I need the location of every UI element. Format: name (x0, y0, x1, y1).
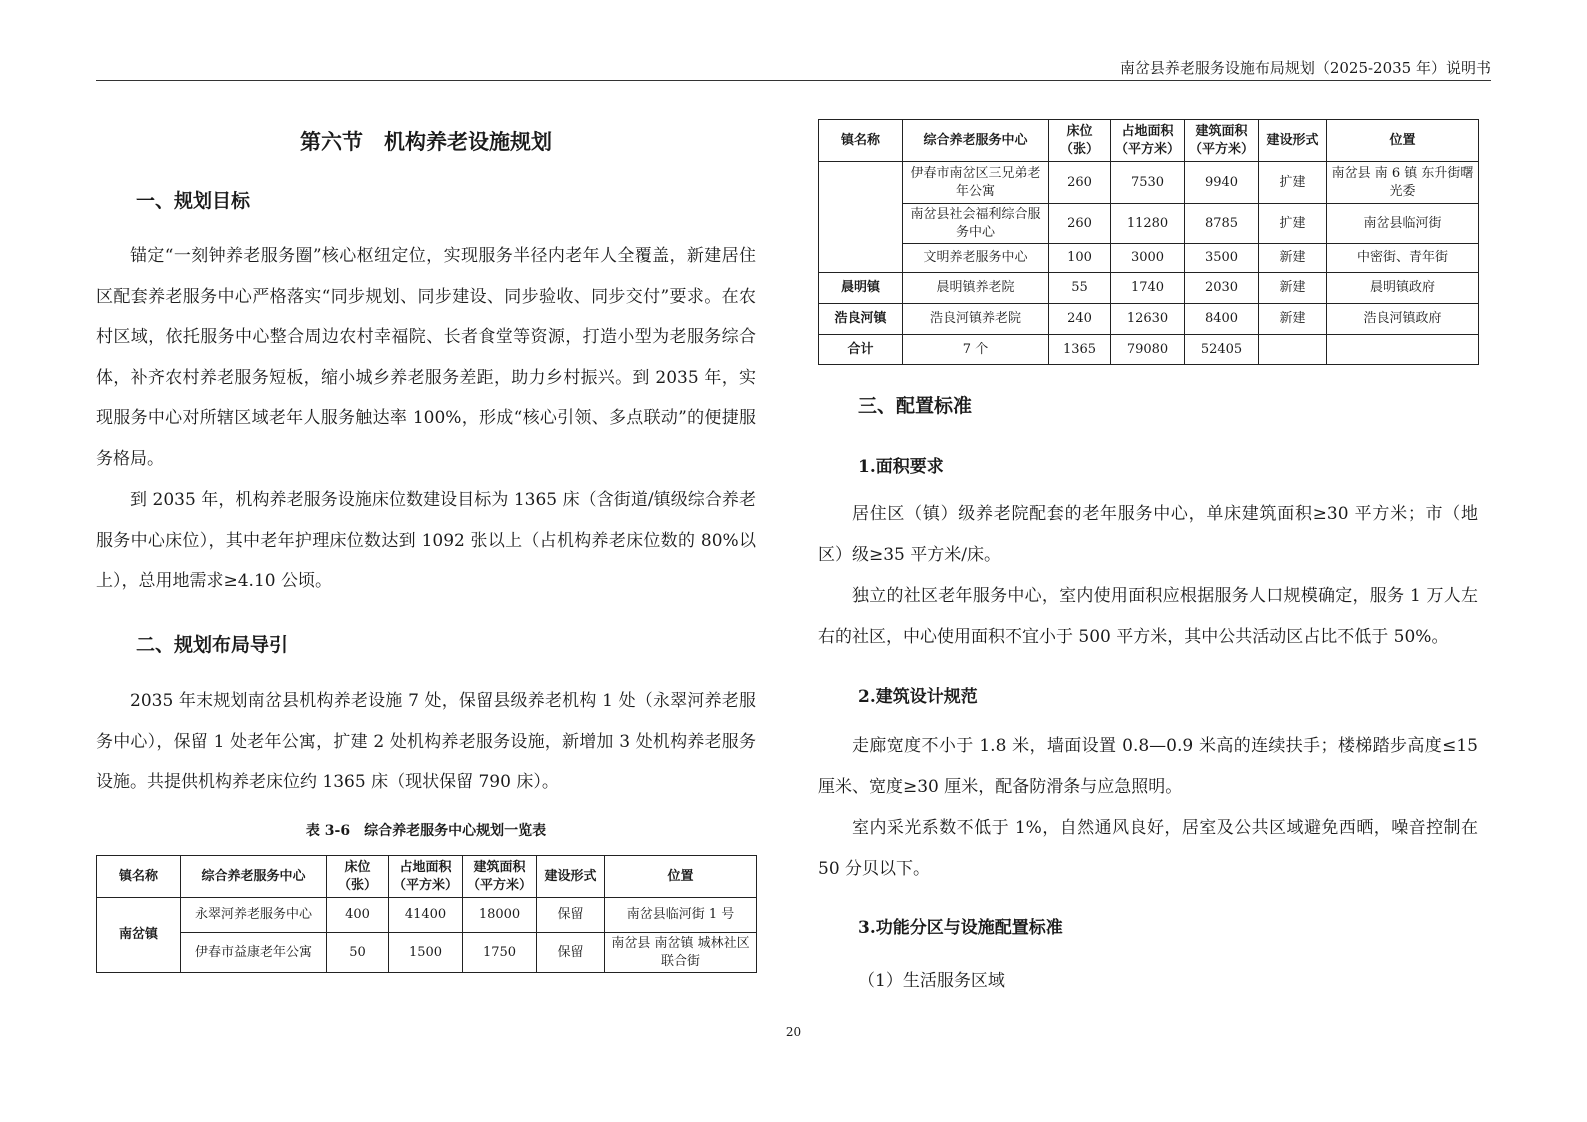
beds-cell: 260 (1049, 204, 1111, 244)
floor-cell: 3500 (1185, 244, 1259, 273)
table-row (97, 933, 757, 973)
header-floor-area: 建筑面积（平方米） (463, 856, 537, 898)
land-cell: 1740 (1111, 273, 1185, 304)
type-cell: 新建 (1259, 244, 1327, 273)
total-label-cell: 合计 (819, 335, 903, 365)
header-build-type: 建设形式 (1259, 120, 1327, 162)
beds-cell: 55 (1049, 273, 1111, 304)
total-beds-cell: 1365 (1049, 335, 1111, 365)
floor-cell: 1750 (463, 933, 537, 973)
table-header-row (97, 856, 757, 898)
town-cell: 南岔镇 (97, 898, 181, 973)
town-cell-continued (819, 162, 903, 273)
floor-cell: 8400 (1185, 304, 1259, 335)
header-land-area: 占地面积（平方米） (389, 856, 463, 898)
location-cell: 南岔县 南 6 镇 东升街曙光委 (1327, 162, 1479, 204)
building-text-1: 走廊宽度不小于 1.8 米，墙面设置 0.8—0.9 米高的连续扶手；楼梯踏步高度≤15 厘米、宽度≥30 厘米，配备防滑条与应急照明。 (818, 736, 1478, 797)
land-cell: 41400 (389, 898, 463, 933)
type-cell: 保留 (537, 898, 605, 933)
land-cell: 1500 (389, 933, 463, 973)
center-cell: 文明养老服务中心 (903, 244, 1049, 273)
location-cell: 晨明镇政府 (1327, 273, 1479, 304)
area-text-1: 居住区（镇）级养老院配套的老年服务中心，单床建筑面积≥30 平方米；市（地区）级≥35 平方米/床。 (818, 504, 1478, 565)
town-cell: 浩良河镇 (819, 304, 903, 335)
floor-cell: 18000 (463, 898, 537, 933)
land-cell: 3000 (1111, 244, 1185, 273)
type-cell: 保留 (537, 933, 605, 973)
center-cell: 伊春市南岔区三兄弟老年公寓 (903, 162, 1049, 204)
goal-paragraph-2 (96, 480, 756, 602)
header-center: 综合养老服务中心 (181, 856, 327, 898)
header-build-type: 建设形式 (537, 856, 605, 898)
floor-cell: 8785 (1185, 204, 1259, 244)
center-cell: 晨明镇养老院 (903, 273, 1049, 304)
layout-text: 2035 年末规划南岔县机构养老设施 7 处，保留县级养老机构 1 处（永翠河养老服务中心），保留 1 处老年公寓，扩建 2 处机构养老服务设施，新增加 3 处机构养老服务设施。共提供机构养老床位约 1365 床（现状保留 790 床）。 (96, 691, 756, 792)
type-cell: 扩建 (1259, 204, 1327, 244)
layout-paragraph (96, 681, 756, 803)
location-cell: 中密街、青年街 (1327, 244, 1479, 273)
center-cell: 永翠河养老服务中心 (181, 898, 327, 933)
building-paragraph-2 (818, 808, 1478, 889)
header-location: 位置 (605, 856, 757, 898)
header-floor-area: 建筑面积（平方米） (1185, 120, 1259, 162)
goal-text-2: 到 2035 年，机构养老服务设施床位数建设目标为 1365 床（含街道/镇级综合养老服务中心床位），其中老年护理床位数达到 1092 张以上（占机构养老床位数的 80%以上），总用地需求≥4.10 公顷。 (96, 490, 756, 591)
heading-area-req: 1.面积要求 (858, 457, 944, 477)
header-beds: 床位（张） (327, 856, 389, 898)
heading-function-zones: 3.功能分区与设施配置标准 (858, 918, 1063, 938)
heading-planning-goal: 一、规划目标 (136, 190, 251, 212)
location-cell: 南岔县临河街 1 号 (605, 898, 757, 933)
town-cell: 晨明镇 (819, 273, 903, 304)
beds-cell: 100 (1049, 244, 1111, 273)
section-title: 第六节 机构养老设施规划 (300, 129, 552, 154)
building-text-2: 室内采光系数不低于 1%，自然通风良好，居室及公共区域避免西晒，噪音控制在 50 分贝以下。 (818, 818, 1478, 879)
area-paragraph-2 (818, 576, 1478, 657)
table-row (819, 204, 1479, 244)
center-cell: 南岔县社会福利综合服务中心 (903, 204, 1049, 244)
table-row (819, 244, 1479, 273)
facility-table-part1 (96, 855, 757, 973)
heading-layout-guide: 二、规划布局导引 (136, 634, 289, 656)
table-row (97, 898, 757, 933)
table-row (819, 162, 1479, 204)
goal-text-1: 锚定“一刻钟养老服务圈”核心枢纽定位，实现服务半径内老年人全覆盖，新建居住区配套养老服务中心严格落实“同步规划、同步建设、同步验收、同步交付”要求。在农村区域，依托服务中心整合周边农村幸福院、长者食堂等资源，打造小型为老服务综合体，补齐农村养老服务短板，缩小城乡养老服务差距，助力乡村振兴。到 2035 年，实现服务中心对所辖区域老年人服务触达率 100%，形成“核心引领、多点联动”的便捷服务格局。 (96, 246, 756, 469)
heading-config-standard: 三、配置标准 (858, 395, 973, 417)
table-row (819, 304, 1479, 335)
floor-cell: 9940 (1185, 162, 1259, 204)
location-cell: 浩良河镇政府 (1327, 304, 1479, 335)
building-paragraph-1 (818, 726, 1478, 807)
area-paragraph-1 (818, 494, 1478, 575)
total-type-cell (1259, 335, 1327, 365)
header-town: 镇名称 (97, 856, 181, 898)
table-total-row (819, 335, 1479, 365)
beds-cell: 400 (327, 898, 389, 933)
center-cell: 伊春市益康老年公寓 (181, 933, 327, 973)
table-header-row (819, 120, 1479, 162)
total-floor-cell: 52405 (1185, 335, 1259, 365)
facility-table-part2 (818, 119, 1479, 365)
header-location: 位置 (1327, 120, 1479, 162)
area-text-2: 独立的社区老年服务中心，室内使用面积应根据服务人口规模确定，服务 1 万人左右的社区，中心使用面积不宜小于 500 平方米，其中公共活动区占比不低于 50%。 (818, 586, 1478, 647)
beds-cell: 240 (1049, 304, 1111, 335)
location-cell: 南岔县临河街 (1327, 204, 1479, 244)
location-cell: 南岔县 南岔镇 城林社区 联合街 (605, 933, 757, 973)
type-cell: 新建 (1259, 273, 1327, 304)
floor-cell: 2030 (1185, 273, 1259, 304)
beds-cell: 260 (1049, 162, 1111, 204)
table-caption: 表 3-6 综合养老服务中心规划一览表 (305, 823, 547, 839)
land-cell: 12630 (1111, 304, 1185, 335)
table-row (819, 273, 1479, 304)
header-town: 镇名称 (819, 120, 903, 162)
page-header (96, 58, 1491, 81)
heading-building-spec: 2.建筑设计规范 (858, 687, 978, 707)
total-location-cell (1327, 335, 1479, 365)
land-cell: 11280 (1111, 204, 1185, 244)
header-title: 南岔县养老服务设施布局规划（2025-2035 年）说明书 (1119, 59, 1491, 77)
page-number: 20 (785, 1025, 802, 1039)
header-beds: 床位（张） (1049, 120, 1111, 162)
goal-paragraph-1 (96, 236, 756, 479)
land-cell: 7530 (1111, 162, 1185, 204)
type-cell: 扩建 (1259, 162, 1327, 204)
type-cell: 新建 (1259, 304, 1327, 335)
life-service-zone: （1）生活服务区域 (858, 971, 1005, 991)
beds-cell: 50 (327, 933, 389, 973)
header-center: 综合养老服务中心 (903, 120, 1049, 162)
total-land-cell: 79080 (1111, 335, 1185, 365)
center-cell: 浩良河镇养老院 (903, 304, 1049, 335)
total-count-cell: 7 个 (903, 335, 1049, 365)
header-land-area: 占地面积（平方米） (1111, 120, 1185, 162)
